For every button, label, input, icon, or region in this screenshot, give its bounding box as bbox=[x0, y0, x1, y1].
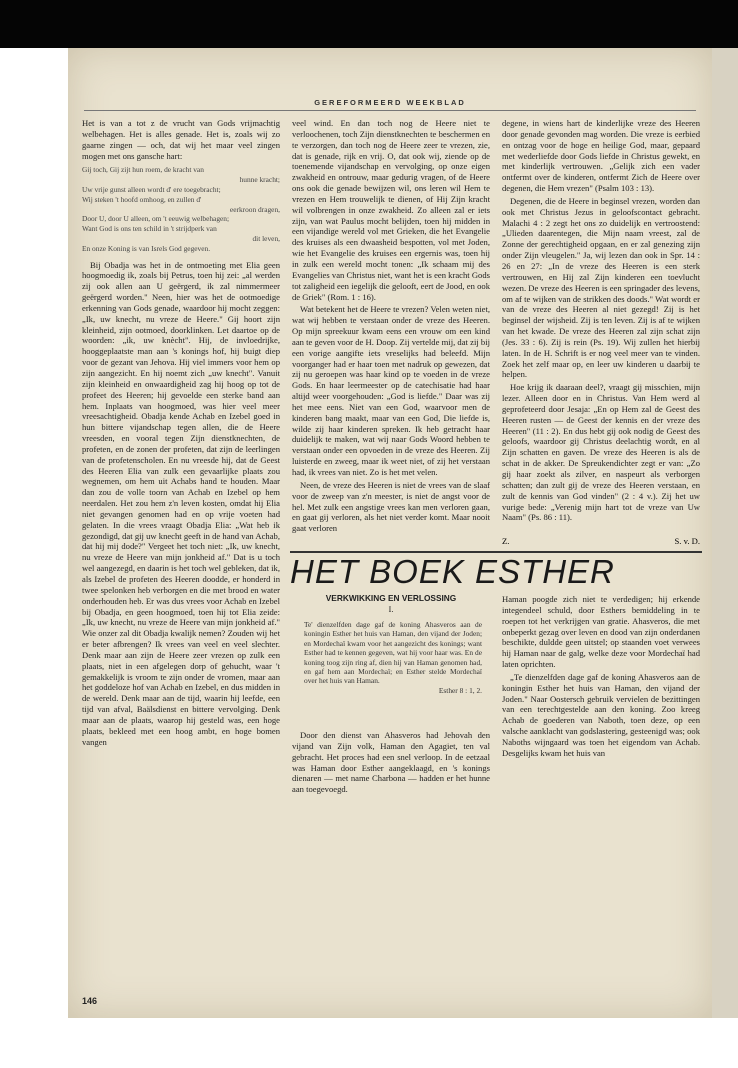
running-header: GEREFORMEERD WEEKBLAD bbox=[314, 98, 466, 107]
poem-line: Door U, door U alleen, om 't eeuwig welbehagen; bbox=[82, 214, 230, 224]
poem-line: hunne kracht; bbox=[239, 175, 280, 185]
poem-line: dit leven, bbox=[252, 233, 280, 243]
poem-line: Gij toch, Gij zijt hun roem, de kracht van bbox=[82, 165, 204, 175]
magazine-page bbox=[68, 48, 712, 1018]
poem-line: eerkroon dragen, bbox=[229, 204, 280, 214]
psalm-verse bbox=[82, 165, 280, 253]
column-2 bbox=[292, 118, 490, 538]
poem-line: Want God is ons ten schild in 't strijdperk van bbox=[82, 224, 217, 234]
header-rule bbox=[84, 110, 696, 111]
article-subtitle: VERKWIKKING EN VERLOSSING bbox=[325, 593, 457, 603]
article-column-left bbox=[292, 730, 490, 980]
article-paragraph: Door den dienst van Ahasveros had Jehovah den vijand van Zijn volk, Haman den Agagiet, ten val gebracht. Het proces had een snel verloop. In de eetzaal was Haman door Esther aangeklaagd, en 's konings dienaren — met name Charbona — hadden er het hunne aan toegevoegd. bbox=[292, 730, 490, 795]
column-3 bbox=[502, 118, 700, 538]
col3-paragraph: Degenen, die de Heere in beginsel vrezen, worden dan ook met Christus Jezus in geloofscontact gebracht. Malachi 4 : 2 zegt het ons zo duidelijk en vertroostend: „Ulieden daarentegen, die Mijn naam vreest, zal de Zonne der gerechtigheid opgaan, en er zal genezing zijn onder Zijn vleugelen." Ja, wij lezen dan ook in Spr. 14 : 26 en 27: „In de vreze des Heeren is een sterk vertrouwen, en Hij zal Zijn kinderen een toevlucht wezen. De vreze des Heeren is een springader des levens, om af te wijken van de strikken des doods." Wat wordt er van de vreze des Heeren al niet gezegd! Zij is het beginsel der wijsheid. Zij is ten leven. Zij is af te wijken van het kwade. De vreze des Heeren zal zijn schat zijn (Jes. 33 : 6). Zij is rein (Ps. 19). Wij zullen het hierbij laten. In de H. Schrift is er nog veel meer van te vinden. Zoek het zelf maar op, en leer uw kinderen u daarbij te helpen. bbox=[502, 195, 700, 380]
col2-paragraph: Wat betekent het de Heere te vrezen? Velen weten niet, wat wij hebben te verstaan onder de vreze des Heeren. Op mijn spreekuur kwam eens een vrouw om een kind aan te geven voor de H. Doop. Zij vertelde mij, dat zij bij een vorige aangifte iets vreselijks had beleefd. Mijn voorganger had er haar toen met nadruk op gewezen, dat zij nu geroepen was haar kind op te voeden in de vreze Gods. En haar leermeester op de catechisatie had haar altijd weer voorgehouden: „God is liefde." Daar was zij het mee eens. Niet van een God, waarvoor men de kinderen bang maakt, maar van een God, Die liefde is, wilde zij haar kinderen spreken. Ik heb getracht haar duidelijk te maken, wat wij naar Gods Woord hebben te verstaan onder een opvoeden in de vreze des Heeren. Zij luisterde en zweeg, maar ik weet niet, of zij het verstaan had, ik vrees van niet. Zo is het met velen. bbox=[292, 304, 490, 477]
col1-paragraph: Bij Obadja was het in de ontmoeting met Elia geen hoogmoedig ik, zoals bij Petrus, toen hij zei: „al werden zij ook allen aan U geërgerd, ik zal nimmermeer geërgerd worden." Neen, hier was het de ootmoedige erkenning van Gods genade, waardoor hij mocht zeggen: „Ik, uw knecht, nu vreze de Heere." Gij hoort zijn kleinheid, zijn ootmoed, doorklinken. Let daartoe op de woorden: „ik, uw knècht". Hij, de invloedrijke, hooggeplaatste man aan 's konings hof, hij buigt diep voor de gezant van Jehova. Hij viel immers voor hem op zijn aangezicht. En hij noemt zich „uw knecht". Vanuit zijn kleinheid en onwaardigheid zag hij hoog op tot de profeet des Heeren; hij gevoelde een sterke band aan hem. Inplaats van hoogmoed, was hier veel meer vreesachtigheid. Obadja kende Achab en Izebel goed in hun bittere vijandschap tegen allen, die de Heere vreesden, en vooral tegen Zijn dienstknechten, de profeten, en de zonen der profeten, dat zijn de leerlingen van de profetenscholen. En nu vreesde hij, dat de Geest des Heeren Elia van zulk een gevaarlijke plaats zou wegnemen, om hem uit Achabs hand te houden. Maar dan zou de volle toorn van Achab en Izebel op hem neerdalen. Het zou hem z'n leven kosten, omdat hij Elia niet gevangen genomen had en op vrije voeten had gelaten. In die vrees vraagt Obadja Elia: „Wat heb ik gezondigd, dat gij uw knecht geeft in de hand van Achab, dat hij mij dode?" Vergeet het toch niet: „Ik, uw knecht, nu vreze de Heere van mijn jonkheid af." Dat is u toch wel aangezegd, en daarin is het toch wel gebleken, dat ik, als Izebel de profeten des Heeren doodde, er honderd in twee spelonken heb verborgen en die met brood en water onderhouden heb. Er was dus vrees voor Achab en Izebel bij Obadja, en geen hoogmoed, toen hij tot Elia zeide: „Ik, uw knecht, nu vreze de Heere van mijn jonkheid af." Wie onzer zal dit Obadja kwalijk nemen? Zouden wij het er beter afbrengen? Ik vrees van veel en veel slechter. Denk maar aan zijn de Heere zeer vrezen op zulk een plaats, niet in een afgelegen dorp of gehucht, waar 't gemakkelijk is vroom te zijn onder de vromen, maar aan het goddeloze hof van Achab en Izebel, en dus midden in de wereld. Denk maar aan de tijd, waarin hij leefde, een tijd van afval, Baälsdienst en bittere vervolging. Denk maar aan de plaats, waarop hij gesteld was, een hoge plaats, bekleed met een hoog ambt, en hoge bomen vangen bbox=[82, 259, 280, 747]
signature-line bbox=[502, 536, 700, 546]
column-1 bbox=[82, 118, 280, 988]
poem-line: Wij steken 't hoofd omhoog, en zullen d' bbox=[82, 194, 202, 204]
poem-line: En onze Koning is van Isrels God gegeven. bbox=[82, 243, 211, 253]
article-title: HET BOEK ESTHER bbox=[290, 551, 702, 589]
article-column-right bbox=[502, 594, 700, 984]
col1-intro: Het is van a tot z de vrucht van Gods vrijmachtig welbehagen. Het is alles genade. Het is, zoals wij zo gaarne zingen — och, dat wij het maar veel zingen mogen met ons gansche hart: bbox=[82, 118, 280, 161]
col2-paragraph: Neen, de vreze des Heeren is niet de vrees van de slaaf voor de zweep van z'n meester, is niet de angst voor de hel. Met zulk een angstige vrees kan men verloren gaan, en gaat gij verloren, als het niet verder komt. Maar nooit gaat verloren bbox=[292, 479, 490, 534]
poem-line: Uw vrije gunst alleen wordt d' ere toegebracht; bbox=[82, 184, 221, 194]
scan-top-border bbox=[0, 0, 738, 48]
article-paragraph: Haman poogde zich niet te verdedigen; hij erkende integendeel schuld, door Esthers bemiddeling in te roepen tot het verkrijgen van gratie. Ahasveros, die met onbeperkt gezag over leven en dood van zijn onderdanen beschikte, duldde geen uitstel; op staanden voet verwees hij Haman naar de galg, welke deze voor Mordechaï had laten oprichten. bbox=[502, 594, 700, 670]
scripture-reference: Esther 8 : 1, 2. bbox=[438, 685, 482, 695]
scan-right-edge bbox=[712, 48, 738, 1018]
scripture-quote-text: Te' dienzelfden dage gaf de koning Ahasveros aan de koningin Esther het huis van Haman, den vijand der Joden; en Mordechaï kwam voor het aangezicht des konings; want Esther had te kennen gegeven, wat hij voor haar was. En de koning toog zijn ring af, dien hij van Haman genomen had, en gaf hem aan Mordechaï; en Esther stelde Mordechaï over het huis van Haman. bbox=[304, 620, 482, 686]
col3-paragraph: Hoe krijg ik daaraan deel?, vraagt gij misschien, mijn lezer. Alleen door en in Christus. Van Hem werd al geprofeteerd door Jesaja: „En op Hem zal de Geest des Heeren rusten — de Geest der kennis en der vreze des Heeren" (11 : 2). En dus hebt gij ook nodig de Geest des geloofs, waardoor gij Christus deelachtig wordt, en al Zijn schatten en gaven. De vreze des Heeren is als de schat in de akker. De Spreukendichter zegt er van: „Zo gij haar zoekt als zilver, en naspeurt als verborgen schatten; dan zult gij de vreze des Heeren verstaan, en zult de kennis van God vinden" (2 : 4 v.). Zij het uw vurige bede: „Verenig mijn hart tot de vreze van Uw Naam" (Ps. 86 : 11). bbox=[502, 382, 700, 523]
signature-right: S. v. D. bbox=[674, 536, 700, 546]
col2-paragraph: veel wind. En dan toch nog de Heere niet te verloochenen, toch Zijn dienstknechten te beschermen en te verzorgen, dan toch nog de Heere zeer te vrezen, zie, dat is genade, rijk en vrij. O, dat ook wij, ziende op de toenemende vijandschap en vervolging, op onze eigen zwakheid en ontrouw, maar gedurig vragen, of de Heere ons ook die genade bewijzen wil, ons leren wil Hem te vrezen en Hem trouwelijk te dienen, of Hij Zijn kracht wil volbrengen in onze zwakheid. Zo alleen zal er iets zijn, van wat Paulus mocht belijden, toen hij midden in een vijandige wereld vol met Grieken, die het Evangelie des kruises als een dwaasheid bespotten, vol met Joden, wie het Evangelie des kruises een ergernis was, toen hij in zulk een wereld mocht tonen: „Ik schaam mij des Evangelies van Christus niet, want het is een kracht Gods tot zaligheid een iegelijk die gelooft, eert de Jood, en ook de Griek" (Rom. 1 : 16). bbox=[292, 118, 490, 302]
signature-left: Z. bbox=[502, 536, 510, 546]
col3-paragraph: degene, in wiens hart de kinderlijke vreze des Heeren door genade gevonden mag worden. Die vreze is eerbied en ontzag voor de hoge en heilige God, maar, gepaard met wederliefde door Gods liefde in Christus gewekt, en met kinderlijk vertrouwen. „Gelijk zich een vader ontfermt over de kinderen, ontfermt Zich de Heere over degenen, die Hem vrezen" (Psalm 103 : 13). bbox=[502, 118, 700, 194]
article-part-number: I. bbox=[388, 605, 394, 614]
article-paragraph: „Te dienzelfden dage gaf de koning Ahasveros aan de koningin Esther het huis van Haman, den vijand der Joden." Naar Oostersch gebruik vervielen de bezittingen van een terechtgestelde aan den koning. Zoo kreeg Achab de goederen van Naboth, toen deze, op een valsche aanklacht van godslastering, gesteenigd was; ook Naboths wijngaard was toen het eigendom van Achab. Desgelijks kwam het huis van bbox=[502, 671, 700, 758]
scripture-quote bbox=[304, 620, 482, 695]
page-number: 146 bbox=[82, 996, 98, 1006]
